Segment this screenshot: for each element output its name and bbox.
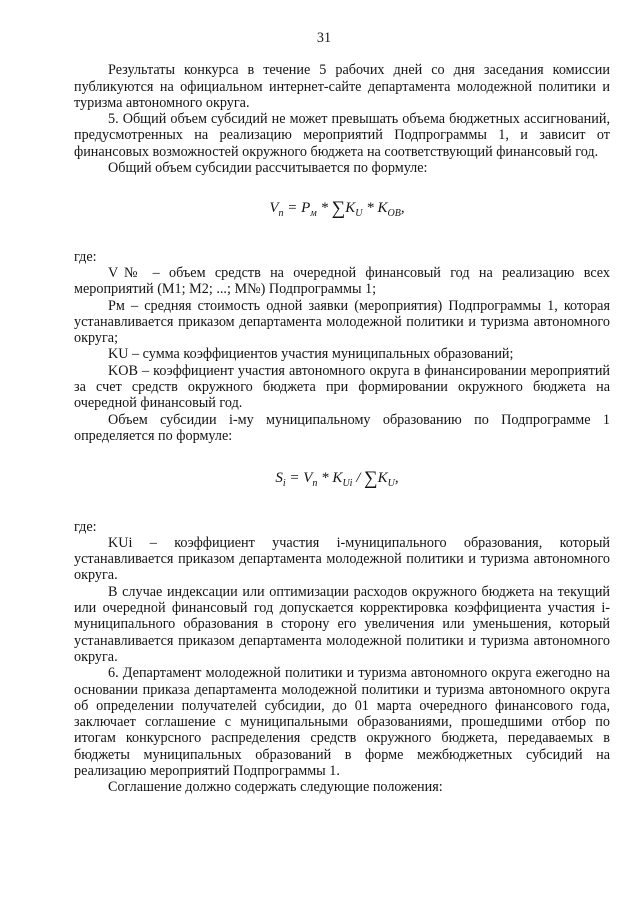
where-label-1: где:	[74, 248, 97, 265]
formula-municipal-subsidy: $S_i = V_n * K_{Ui} / \sum K_U$,	[275, 468, 399, 490]
definition-v: V№ – объем средств на очередной финансовый год на реализацию всех мероприятий (М1; М2; ...; М№) Подпрограммы 1;	[74, 264, 610, 298]
definition-kob: KОВ – коэффициент участия автономного округа в финансировании мероприятий за счет средств окружного бюджета при формировании окружного бюджета на очередной финансовый год.	[74, 362, 610, 412]
paragraph-total-subsidy: 5. Общий объем субсидий не может превышать объема бюджетных ассигнований, предусмотренных на реализацию мероприятий Подпрограммы 1, и зависит от финансовых возможностей окружного бюджета на соответствующий финансовый год.	[74, 111, 610, 160]
definition-kui: KUi – коэффициент участия i-муниципального образования, который устанавливается приказом департамента молодежной политики и туризма автономного округа.	[74, 534, 610, 584]
formula-total-volume: $V_n = P_м * \sum K_U * K_{OB}$,	[269, 198, 405, 220]
paragraph-agreement: 6. Департамент молодежной политики и туризма автономного округа ежегодно на основании приказа департамента молодежной политики и туризма автономного округа об определении получателей субсидии, до 01 марта очередного финансового года, заключает соглашение с муниципальными образованиями, прошедшими отбор по итогам конкурсного распределения средств окружного бюджета, передаваемых в бюджеты муниципальных образований в форме межбюджетных субсидий на реализацию мероприятий Подпрограммы 1.	[74, 665, 610, 779]
paragraph-results: Результаты конкурса в течение 5 рабочих дней со дня заседания комиссии публикуются на официальном интернет-сайте департамента молодежной политики и туризма автономного округа.	[74, 62, 610, 111]
where-label-2: где:	[74, 518, 97, 535]
definition-p: Pм – средняя стоимость одной заявки (мероприятия) Подпрограммы 1, которая устанавливается приказом департамента молодежной политики и туризма автономного округа;	[74, 297, 610, 347]
paragraph-formula-intro: Общий объем субсидии рассчитывается по формуле:	[108, 160, 428, 177]
paragraph-agreement-contents: Соглашение должно содержать следующие положения:	[108, 779, 443, 796]
paragraph-indexation: В случае индексации или оптимизации расходов окружного бюджета на текущий или очередной финансовый год допускается корректировка коэффициента участия i-муниципального образования в сторону его увеличения или уменьшения, который устанавливается приказом департамента молодежной политики и туризма автономного округа.	[74, 583, 610, 665]
definition-ku: KU – сумма коэффициентов участия муниципальных образований;	[108, 346, 514, 363]
page-number: 31	[316, 30, 332, 46]
paragraph-formula2-intro: Объем субсидии i-му муниципальному образованию по Подпрограмме 1 определяется по формуле:	[74, 411, 610, 444]
